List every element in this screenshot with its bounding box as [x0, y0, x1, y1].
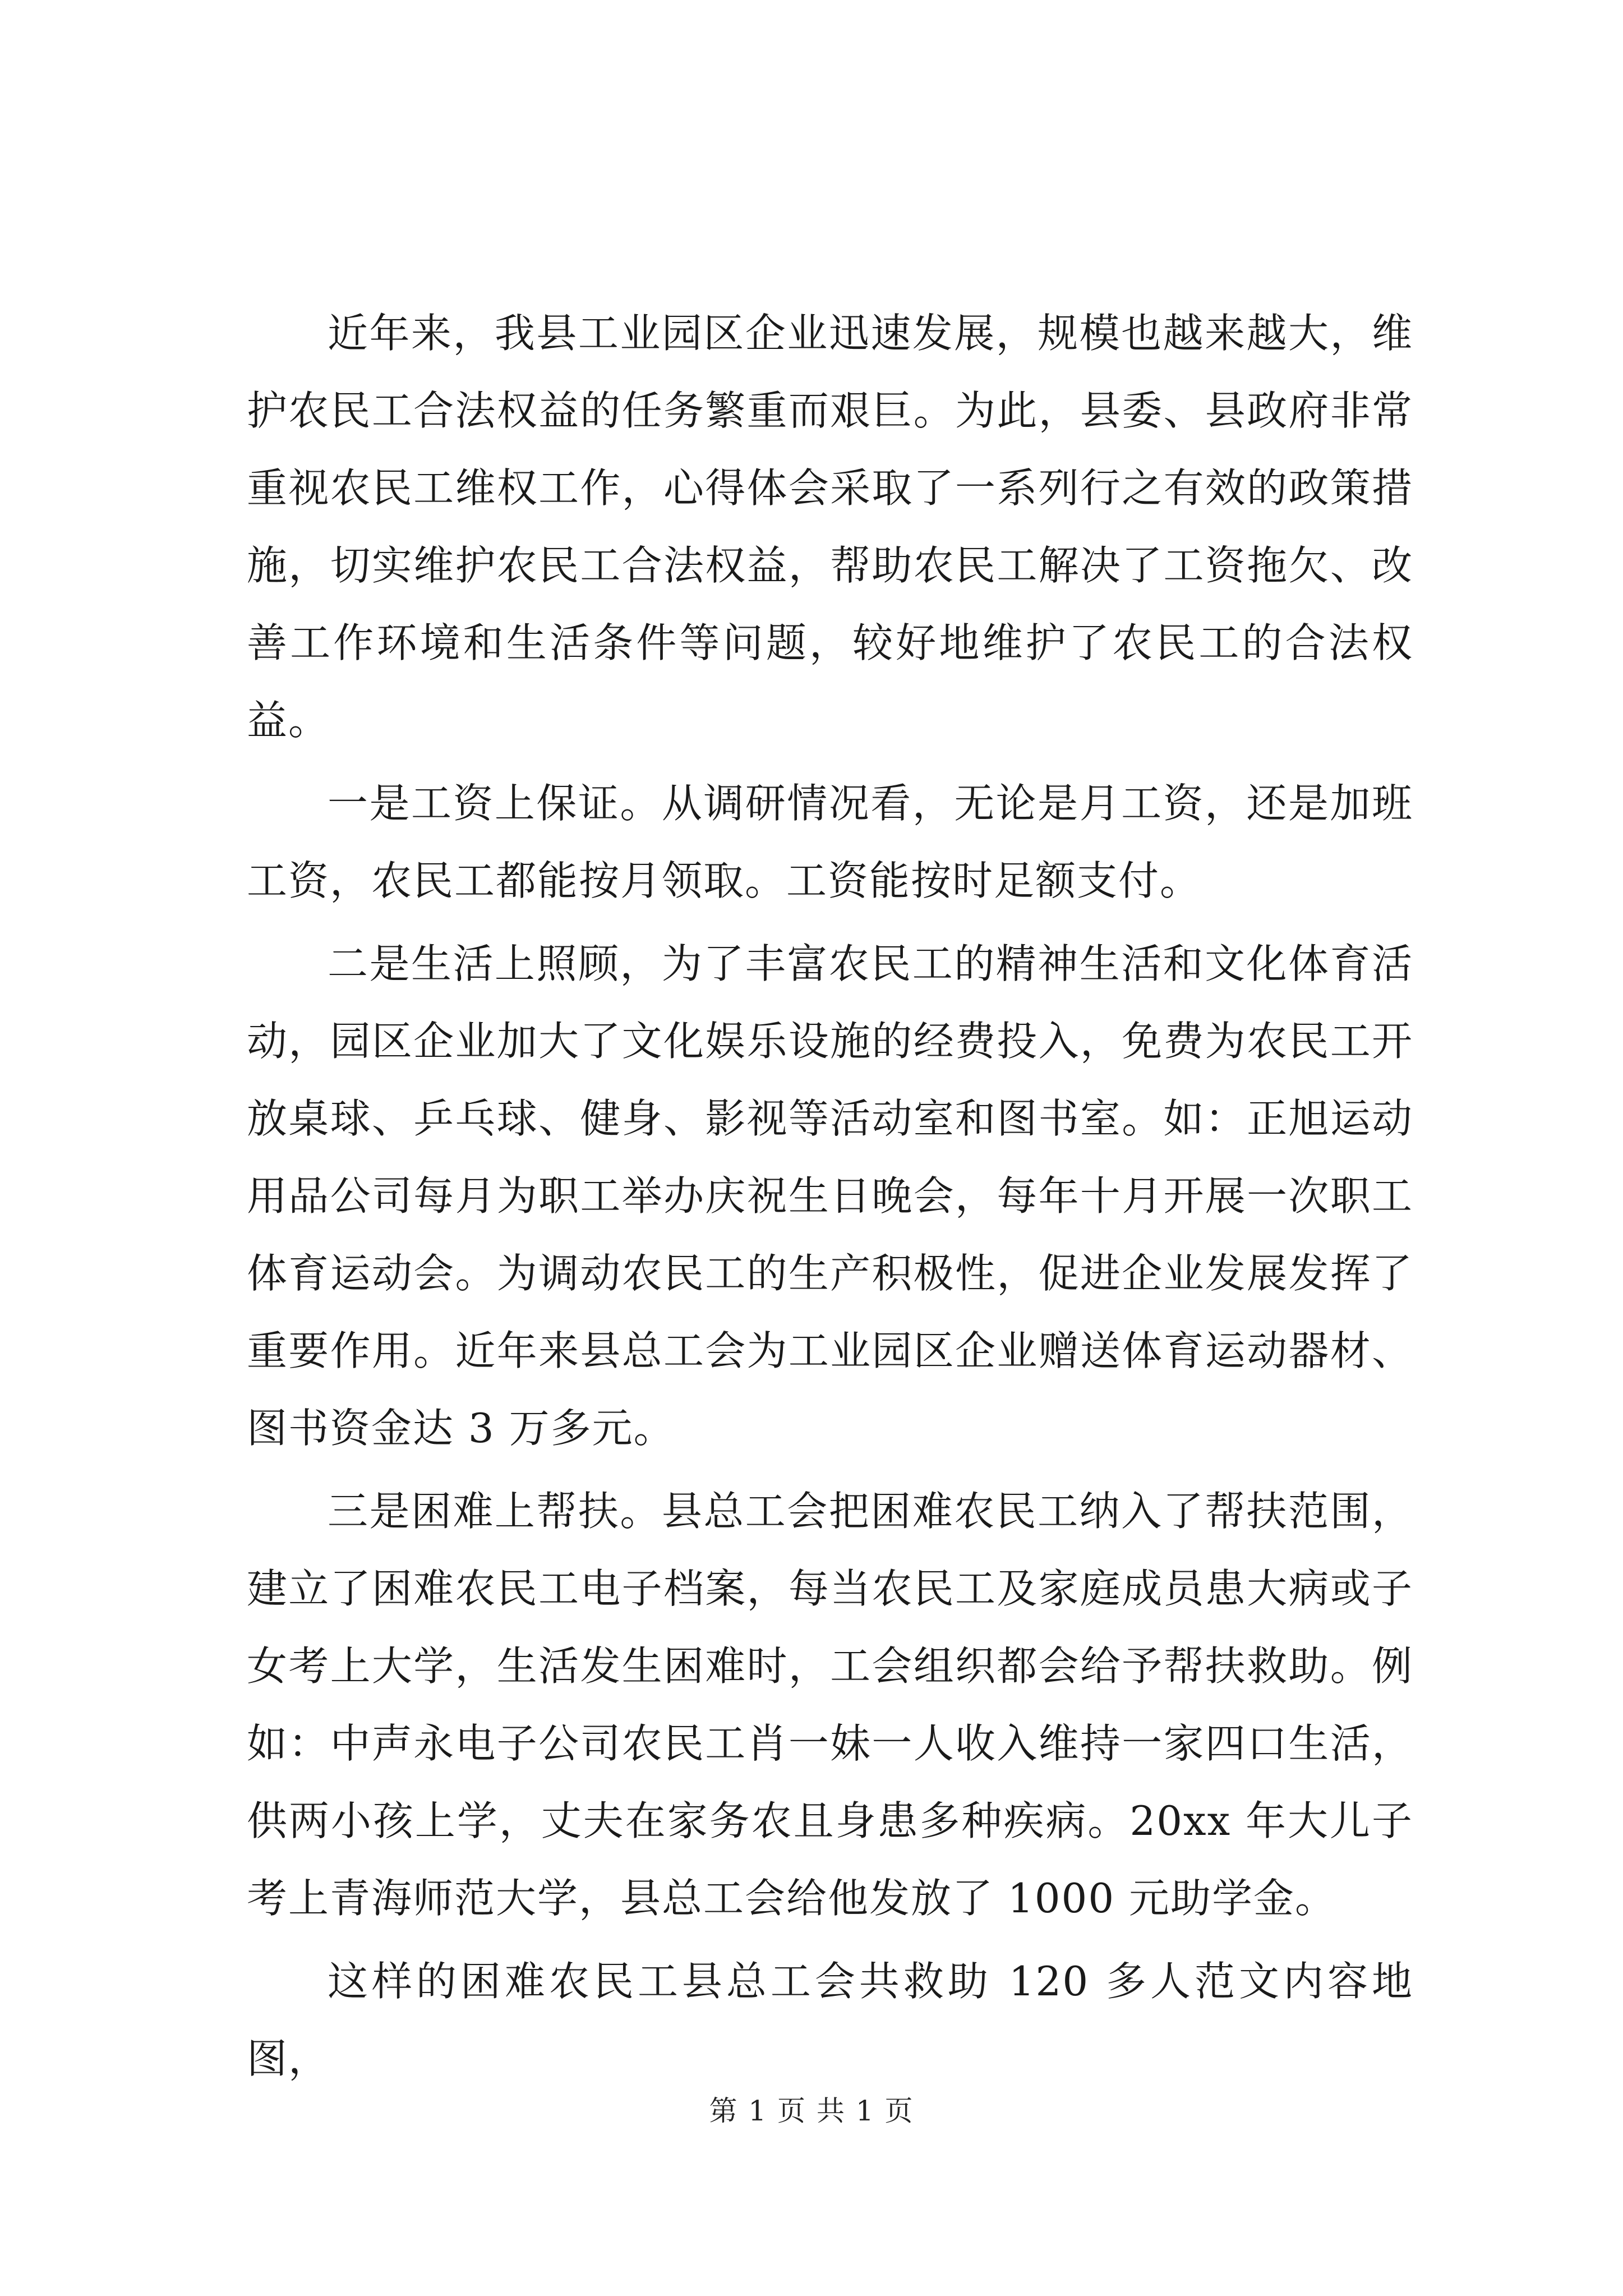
paragraph-wages: 一是工资上保证。从调研情况看，无论是月工资，还是加班工资，农民工都能按月领取。工资能按时足额支付。: [247, 780, 1413, 904]
paragraph-living: 二是生活上照顾，为了丰富农民工的精神生活和文化体育活动，园区企业加大了文化娱乐设施的经费投入，免费为农民工开放桌球、乒乓球、健身、影视等活动室和图书室。如：正旭运动用品公司每月为职工举办庆祝生日晚会，每年十月开展一次职工体育运动会。为调动农民工的生产积极性，促进企业发展发挥了重要作用。近年来县总工会为工业园区企业赠送体育运动器材、图书资金达 3 万多元。: [247, 940, 1413, 1452]
page-number-footer: 第 1 页 共 1 页: [709, 2095, 914, 2127]
paragraph-summary: 这样的困难农民工县总工会共救助 120 多人范文内容地图，: [247, 1958, 1413, 2082]
document-body: [247, 295, 1413, 2103]
paragraph-intro: 近年来，我县工业园区企业迅速发展，规模也越来越大，维护农民工合法权益的任务繁重而艰巨。为此，县委、县政府非常重视农民工维权工作，心得体会采取了一系列行之有效的政策措施，切实维护农民工合法权益，帮助农民工解决了工资拖欠、改善工作环境和生活条件等问题，较好地维护了农民工的合法权益。: [247, 310, 1413, 744]
paragraph-assistance: 三是困难上帮扶。县总工会把困难农民工纳入了帮扶范围，建立了困难农民工电子档案，每当农民工及家庭成员患大病或子女考上大学，生活发生困难时，工会组织都会给予帮扶救助。例如：中声永电子公司农民工肖一妹一人收入维持一家四口生活，供两小孩上学，丈夫在家务农且身患多种疾病。20xx 年大儿子考上青海师范大学，县总工会给他发放了 1000 元助学金。: [247, 1488, 1413, 1922]
